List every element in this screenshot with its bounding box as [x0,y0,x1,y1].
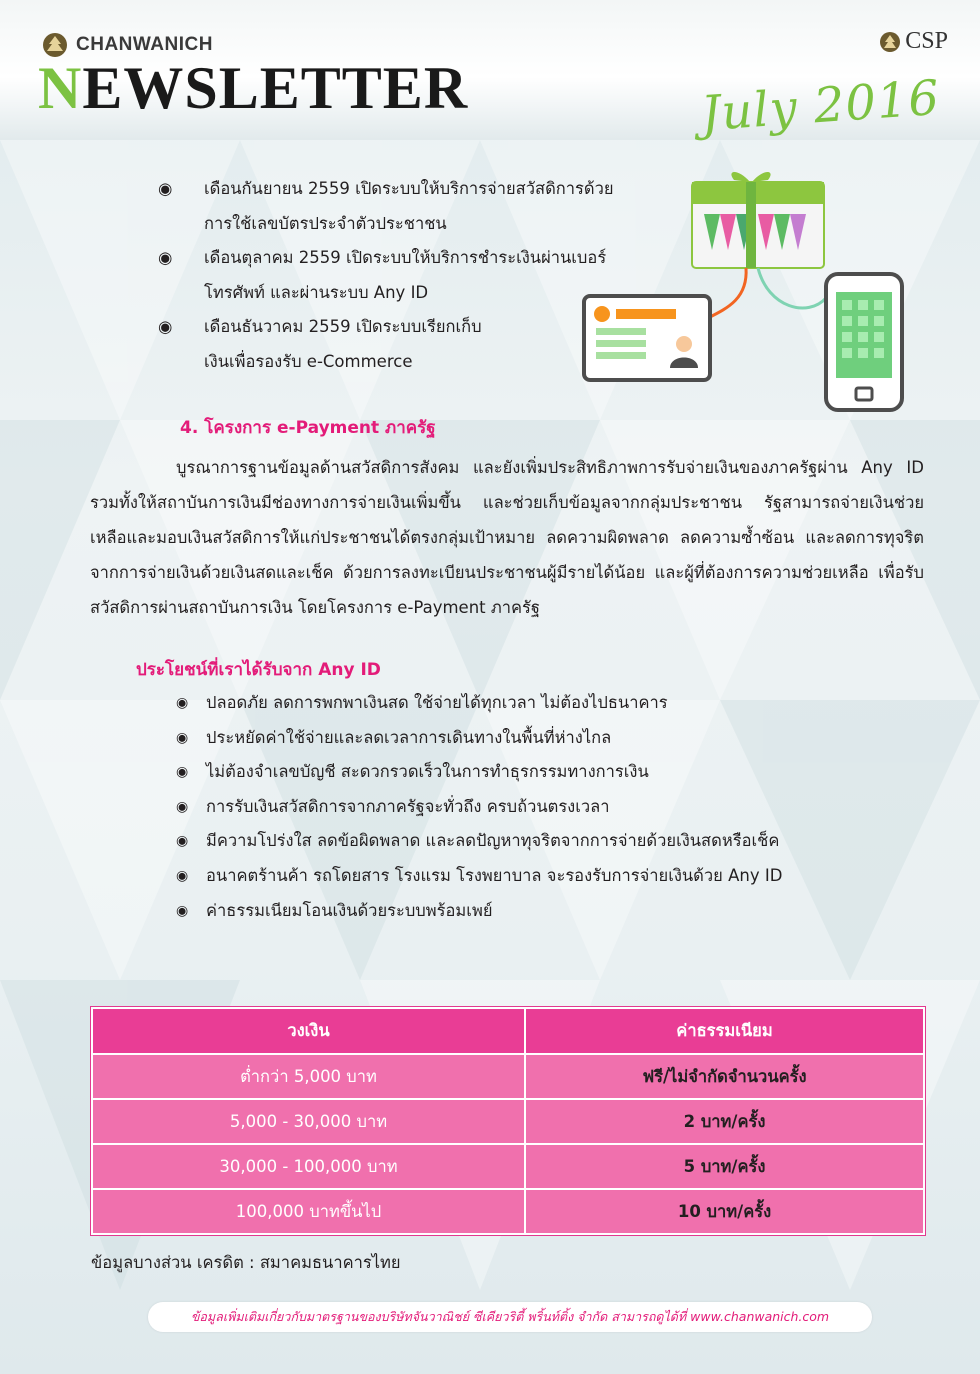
newsletter-title [38,55,469,121]
smartphone-icon [826,274,902,410]
benefits-title: ประโยชน์ที่เราได้รับจาก Any ID [136,660,381,680]
list-item [176,721,896,756]
bullet-icon: ◉ [176,902,189,919]
table-row [92,1099,924,1144]
csp-emblem-icon [879,31,901,53]
newsletter-title-rest: EWSLETTER [82,55,469,121]
payment-illustration [578,168,908,414]
list-item [176,824,896,859]
footer-note: ข้อมูลเพิ่มเติมเกี่ยวกับมาตรฐานของบริษัทจันวาณิชย์ ซีเคียวริตี้ พริ้นท์ติ้ง จำกัด สามารถดูได้ที่ www.chanwanich.com [148,1302,872,1332]
list-item-text: ค่าธรรมเนียมโอนเงินด้วยระบบพร้อมเพย์ [206,900,493,920]
list-item-line: เดือนธันวาคม 2559 เปิดระบบเรียกเก็บ [204,317,482,336]
fee-cell: ฟรี/ไม่จำกัดจำนวนครั้ง [525,1054,924,1099]
table-row [92,1189,924,1234]
list-item-line: การใช้เลขบัตรประจำตัวประชาชน [204,213,447,233]
brand-name: CHANWANICH [76,34,213,55]
list-item-text: ประหยัดค่าใช้จ่ายและลดเวลาการเดินทางในพื้นที่ห่างไกล [206,727,612,747]
list-item [176,894,896,929]
bullet-icon: ◉ [158,248,173,267]
table-header-row [92,1008,924,1054]
benefits-list [176,686,896,928]
list-item-text: การรับเงินสวัสดิการจากภาครัฐจะทั่วถึง ครบถ้วนตรงเวลา [206,796,610,816]
gift-box-icon [692,172,824,268]
bullet-icon: ◉ [176,695,189,711]
fee-table [91,1007,925,1235]
newsletter-title-initial: N [38,55,83,121]
header-band [0,0,980,143]
bullet-icon: ◉ [158,317,173,336]
list-item-text: ปลอดภัย ลดการพกพาเงินสด ใช้จ่ายได้ทุกเวลา ไม่ต้องไปธนาคาร [206,693,668,712]
fee-cell: 10 บาท/ครั้ง [525,1189,924,1234]
table-row [92,1054,924,1099]
bullet-icon: ◉ [176,764,189,781]
bullet-icon: ◉ [176,798,189,815]
list-item [176,859,896,894]
fee-cell: 2 บาท/ครั้ง [525,1099,924,1144]
list-item-line: โทรศัพท์ และผ่านระบบ Any ID [204,282,429,302]
csp-text: CSP [905,28,948,54]
column-header-fee: ค่าธรรมเนียม [525,1008,924,1054]
amount-cell: 100,000 บาทขึ้นไป [92,1189,525,1234]
bullet-icon: ◉ [176,833,189,850]
amount-cell: 5,000 - 30,000 บาท [92,1099,525,1144]
source-credit: ข้อมูลบางส่วน เครดิต : สมาคมธนาคารไทย [91,1253,401,1272]
table-row [92,1144,924,1189]
amount-cell: ต่ำกว่า 5,000 บาท [92,1054,525,1099]
section-title: 4. โครงการ e-Payment ภาครัฐ [180,418,436,438]
fee-cell: 5 บาท/ครั้ง [525,1144,924,1189]
amount-cell: 30,000 - 100,000 บาท [92,1144,525,1189]
list-item [176,686,896,721]
list-item-text: อนาคตร้านค้า รถโดยสาร โรงแรม โรงพยาบาล จะรองรับการจ่ายเงินด้วย Any ID [206,865,783,885]
list-item [176,755,896,790]
list-item-text: ไม่ต้องจำเลขบัญชี สะดวกรวดเร็วในการทำธุรกรรมทางการเงิน [206,762,649,782]
id-card-icon [584,296,710,380]
bullet-icon: ◉ [176,729,189,746]
csp-logo [879,28,948,55]
list-item-line: เดือนตุลาคม 2559 เปิดระบบให้บริการชำระเงินผ่านเบอร์ [204,248,607,267]
bullet-icon: ◉ [158,179,173,198]
column-header-amount: วงเงิน [92,1008,525,1054]
list-item-line: เงินเพื่อรองรับ e-Commerce [204,351,413,371]
list-item-text: มีความโปร่งใส ลดข้อผิดพลาด และลดปัญหาทุจริตจากการจ่ายด้วยเงินสดหรือเช็ค [206,831,780,851]
issue-date: July 2016 [699,69,942,143]
section-paragraph: บูรณาการฐานข้อมูลด้านสวัสดิการสังคม และยังเพิ่มประสิทธิภาพการรับจ่ายเงินของภาครัฐผ่าน Any ID รวมทั้งให้สถาบันการเงินมีช่องทางการจ่ายเงินเพิ่มขึ้น และช่วยเก็บข้อมูลจากกลุ่มประชาชน รัฐสามารถจ่ายเงินช่วยเหลือและมอบเงินสวัสดิการให้แก่ประชาชนได้ตรงกลุ่มเป้าหมาย ลดความผิดพลาด ลดความซ้ำซ้อน และลดการทุจริตจากการจ่ายเงินด้วยเงินสดและเช็ค ด้วยการลงทะเบียนประชาชนผู้มีรายได้น้อย และผู้ที่ต้องการความช่วยเหลือ เพื่อรับสวัสดิการผ่านสถาบันการเงิน โดยโครงการ e-Payment ภาครัฐ [90,458,924,617]
list-item [176,790,896,825]
list-item-line: เดือนกันยายน 2559 เปิดระบบให้บริการจ่ายสวัสดิการด้วย [204,179,614,198]
bullet-icon: ◉ [176,867,189,884]
